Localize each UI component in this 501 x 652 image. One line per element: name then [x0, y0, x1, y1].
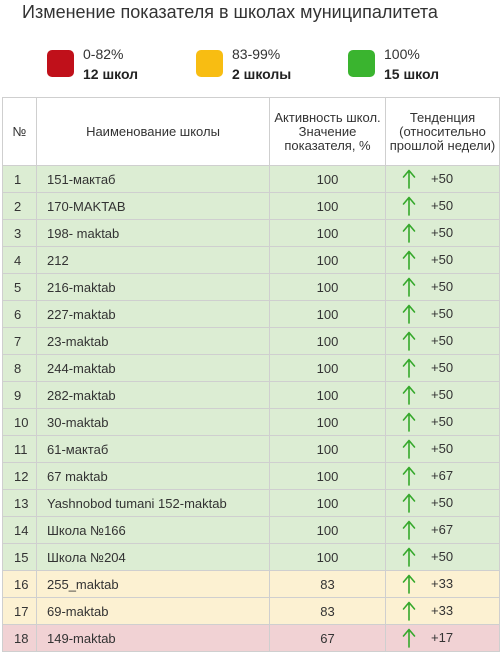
activity-value: 100	[270, 301, 386, 328]
trend-delta: +17	[431, 630, 454, 645]
school-name: 149-maktab	[37, 625, 270, 652]
row-num: 13	[3, 490, 37, 517]
arrow-up-icon	[402, 574, 416, 594]
green-square-icon	[348, 50, 375, 77]
arrow-up-icon	[402, 331, 416, 351]
trend-cell	[386, 382, 500, 409]
trend-cell	[386, 166, 500, 193]
school-name: Школа №166	[37, 517, 270, 544]
legend-count-mid: 2 школы	[232, 66, 292, 82]
table-row	[3, 247, 500, 274]
legend-count-high: 15 школ	[384, 66, 440, 82]
trend-cell	[386, 247, 500, 274]
row-num: 9	[3, 382, 37, 409]
trend-cell	[386, 193, 500, 220]
trend-delta: +50	[431, 441, 454, 456]
activity-value: 100	[270, 193, 386, 220]
arrow-up-icon	[402, 547, 416, 567]
arrow-up-icon	[402, 385, 416, 405]
activity-value: 83	[270, 571, 386, 598]
activity-value: 100	[270, 166, 386, 193]
trend-cell	[386, 598, 500, 625]
legend-item-mid	[196, 44, 306, 84]
activity-value: 100	[270, 355, 386, 382]
trend-cell	[386, 220, 500, 247]
trend-cell	[386, 463, 500, 490]
table-row	[3, 193, 500, 220]
legend-item-high	[348, 44, 458, 84]
table-row	[3, 436, 500, 463]
trend-delta: +50	[431, 225, 454, 240]
arrow-up-icon	[402, 601, 416, 621]
arrow-up-icon	[402, 223, 416, 243]
table-row	[3, 301, 500, 328]
header-num: №	[3, 98, 37, 166]
legend-range-high: 100%	[384, 46, 420, 62]
trend-cell	[386, 274, 500, 301]
trend-cell	[386, 409, 500, 436]
red-square-icon	[47, 50, 74, 77]
trend-delta: +50	[431, 306, 454, 321]
school-name: 282-maktab	[37, 382, 270, 409]
trend-delta: +50	[431, 414, 454, 429]
trend-delta: +50	[431, 333, 454, 348]
table-row	[3, 166, 500, 193]
row-num: 10	[3, 409, 37, 436]
row-num: 7	[3, 328, 37, 355]
activity-value: 100	[270, 274, 386, 301]
table-row	[3, 490, 500, 517]
schools-table	[2, 97, 500, 652]
arrow-up-icon	[402, 412, 416, 432]
table-row	[3, 463, 500, 490]
activity-value: 100	[270, 247, 386, 274]
table-row	[3, 220, 500, 247]
row-num: 15	[3, 544, 37, 571]
school-name: Yashnobod tumani 152-maktab	[37, 490, 270, 517]
school-name: 30-maktab	[37, 409, 270, 436]
activity-value: 100	[270, 220, 386, 247]
activity-value: 100	[270, 436, 386, 463]
legend-count-low: 12 школ	[83, 66, 139, 82]
school-name: 212	[37, 247, 270, 274]
trend-cell	[386, 301, 500, 328]
trend-delta: +50	[431, 495, 454, 510]
activity-value: 100	[270, 544, 386, 571]
arrow-up-icon	[402, 277, 416, 297]
trend-delta: +50	[431, 171, 454, 186]
trend-delta: +50	[431, 252, 454, 267]
trend-delta: +50	[431, 198, 454, 213]
row-num: 8	[3, 355, 37, 382]
table-row	[3, 571, 500, 598]
legend-item-low	[47, 44, 157, 84]
activity-value: 100	[270, 463, 386, 490]
arrow-up-icon	[402, 250, 416, 270]
activity-value: 100	[270, 490, 386, 517]
row-num: 17	[3, 598, 37, 625]
trend-cell	[386, 517, 500, 544]
trend-delta: +33	[431, 576, 454, 591]
header-trend: Тенденция (относительно прошлой недели)	[386, 98, 500, 166]
trend-cell	[386, 490, 500, 517]
yellow-square-icon	[196, 50, 223, 77]
trend-delta: +67	[431, 522, 454, 537]
arrow-up-icon	[402, 466, 416, 486]
trend-delta: +33	[431, 603, 454, 618]
school-name: 198- maktab	[37, 220, 270, 247]
header-activity-value: Активность школ. Значение показателя, %	[270, 98, 386, 166]
school-name: 23-maktab	[37, 328, 270, 355]
arrow-up-icon	[402, 493, 416, 513]
row-num: 3	[3, 220, 37, 247]
row-num: 18	[3, 625, 37, 652]
arrow-up-icon	[402, 439, 416, 459]
activity-value: 100	[270, 517, 386, 544]
school-name: 61-мактаб	[37, 436, 270, 463]
school-name: Школа №204	[37, 544, 270, 571]
row-num: 2	[3, 193, 37, 220]
row-num: 14	[3, 517, 37, 544]
row-num: 6	[3, 301, 37, 328]
trend-cell	[386, 571, 500, 598]
table-row	[3, 598, 500, 625]
activity-value: 100	[270, 382, 386, 409]
row-num: 12	[3, 463, 37, 490]
table-row	[3, 382, 500, 409]
school-name: 255_maktab	[37, 571, 270, 598]
arrow-up-icon	[402, 628, 416, 648]
trend-cell	[386, 355, 500, 382]
activity-value: 100	[270, 409, 386, 436]
table-row	[3, 274, 500, 301]
school-name: 244-maktab	[37, 355, 270, 382]
legend-range-mid: 83-99%	[232, 46, 281, 62]
arrow-up-icon	[402, 304, 416, 324]
table-row	[3, 625, 500, 652]
table-row	[3, 328, 500, 355]
legend-range-low: 0-82%	[83, 46, 124, 62]
trend-cell	[386, 436, 500, 463]
arrow-up-icon	[402, 196, 416, 216]
header-school-name: Наименование школы	[37, 98, 270, 166]
row-num: 11	[3, 436, 37, 463]
page-title: Изменение показателя в школах муниципалитета	[22, 2, 438, 22]
table-row	[3, 409, 500, 436]
trend-cell	[386, 328, 500, 355]
school-name: 151-мактаб	[37, 166, 270, 193]
row-num: 16	[3, 571, 37, 598]
table-row	[3, 355, 500, 382]
trend-delta: +67	[431, 468, 454, 483]
school-name: 216-maktab	[37, 274, 270, 301]
trend-delta: +50	[431, 387, 454, 402]
trend-delta: +50	[431, 279, 454, 294]
trend-delta: +50	[431, 549, 454, 564]
table-row	[3, 544, 500, 571]
row-num: 4	[3, 247, 37, 274]
table-header-row	[3, 98, 500, 166]
activity-value: 67	[270, 625, 386, 652]
table-row	[3, 517, 500, 544]
trend-cell	[386, 544, 500, 571]
row-num: 5	[3, 274, 37, 301]
arrow-up-icon	[402, 169, 416, 189]
activity-value: 83	[270, 598, 386, 625]
trend-cell	[386, 625, 500, 652]
arrow-up-icon	[402, 358, 416, 378]
school-name: 170-MAKTAB	[37, 193, 270, 220]
trend-delta: +50	[431, 360, 454, 375]
row-num: 1	[3, 166, 37, 193]
arrow-up-icon	[402, 520, 416, 540]
school-name: 67 maktab	[37, 463, 270, 490]
activity-value: 100	[270, 328, 386, 355]
school-name: 227-maktab	[37, 301, 270, 328]
school-name: 69-maktab	[37, 598, 270, 625]
